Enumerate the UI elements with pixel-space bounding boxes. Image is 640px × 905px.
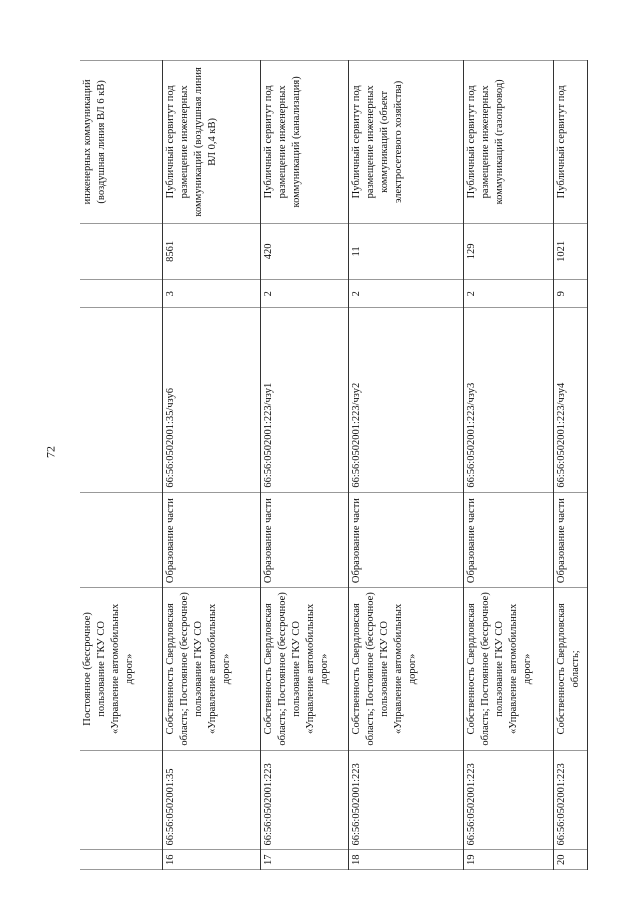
part-designation: 66:56:0502001:223/чзу3 [463,308,553,492]
cadastral-number: 66:56:0502001:223 [348,750,463,850]
part-designation: 66:56:0502001:223/чзу2 [348,308,463,492]
part-count: 2 [260,280,348,308]
part-area: 420 [260,223,348,279]
action-type: Образование части [348,492,463,587]
row-number: 19 [463,850,553,870]
rights-holder: Собственность Свердловская область; Постоянное (бессрочное) пользование ГКУ СО «Управление автомобильных дорог» [260,588,348,751]
table-row [348,61,463,870]
encumbrance-purpose: Публичный сервитут под размещение инженерных коммуникаций (объект электросетевого хозяйства) [348,61,463,224]
cadastral-number [80,750,162,850]
part-designation: 66:56:0502001:223/чзу4 [553,308,587,492]
land-parcels-table [80,60,588,870]
action-type: Образование части [463,492,553,587]
row-number [80,850,162,870]
page-number: 72 [43,446,58,458]
rights-holder: Собственность Свердловская область; Постоянное (бессрочное) пользование ГКУ СО «Управление автомобильных дорог» [463,588,553,751]
cadastral-number: 66:56:0502001:35 [162,750,260,850]
encumbrance-purpose: Публичный сервитут под [553,61,587,224]
encumbrance-purpose: инженерных коммуникаций (воздушная линия ВЛ 6 кВ) [80,61,162,224]
rotated-table-wrapper [80,60,581,870]
action-type: Образование части [553,492,587,587]
table-row [553,61,587,870]
encumbrance-purpose: Публичный сервитут под размещение инженерных коммуникаций (газопровод) [463,61,553,224]
rights-holder: Собственность Свердловская область; Постоянное (бессрочное) пользование ГКУ СО «Управление автомобильных дорог» [162,588,260,751]
encumbrance-purpose: Публичный сервитут под размещение инженерных коммуникаций (канализация) [260,61,348,224]
part-count: 2 [463,280,553,308]
table-row [260,61,348,870]
table-row [463,61,553,870]
row-number: 16 [162,850,260,870]
rights-holder: Собственность Свердловская область; Постоянное (бессрочное) пользование ГКУ СО «Управление автомобильных дорог» [348,588,463,751]
part-area [80,223,162,279]
part-area: 8561 [162,223,260,279]
part-designation [80,308,162,492]
encumbrance-purpose: Публичный сервитут под размещение инженерных коммуникаций (воздушная линия ВЛ 0,4 кВ) [162,61,260,224]
part-count [80,280,162,308]
part-area: 129 [463,223,553,279]
rights-holder: Собственность Свердловская область; [553,588,587,751]
row-number: 17 [260,850,348,870]
cadastral-number: 66:56:0502001:223 [260,750,348,850]
cadastral-number: 66:56:0502001:223 [463,750,553,850]
part-count: 2 [348,280,463,308]
action-type [80,492,162,587]
cadastral-number: 66:56:0502001:223 [553,750,587,850]
part-designation: 66:56:0502001:35/чзу6 [162,308,260,492]
table-row [80,61,162,870]
part-area: 11 [348,223,463,279]
rights-holder: Постоянное (бессрочное) пользование ГКУ СО «Управление автомобильных дорог» [80,588,162,751]
part-count: 3 [162,280,260,308]
row-number: 20 [553,850,587,870]
part-designation: 66:56:0502001:223/чзу1 [260,308,348,492]
table-row [162,61,260,870]
action-type: Образование части [260,492,348,587]
part-count: 9 [553,280,587,308]
row-number: 18 [348,850,463,870]
part-area: 1021 [553,223,587,279]
action-type: Образование части [162,492,260,587]
